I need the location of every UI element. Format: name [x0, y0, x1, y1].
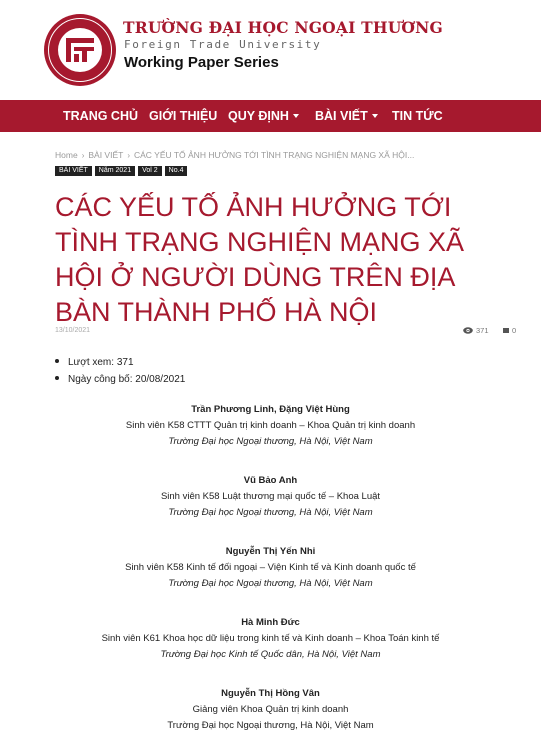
site-header: [0, 0, 541, 100]
university-logo-icon[interactable]: [44, 14, 116, 86]
university-name-en: Foreign Trade University: [124, 38, 322, 51]
author-block: [0, 473, 541, 544]
author-affiliation: Trường Đại học Ngoại thương, Hà Nội, Việt Nam: [167, 720, 374, 731]
author-role: Giảng viên Khoa Quản trị kinh doanh: [192, 704, 349, 715]
nav-item-home[interactable]: [63, 100, 138, 132]
nav-item-about[interactable]: [149, 100, 217, 132]
nav-item-label: TIN TỨC: [392, 109, 443, 123]
series-title[interactable]: Working Paper Series: [124, 54, 279, 71]
tag-category[interactable]: BÀI VIẾT: [55, 166, 92, 176]
chevron-down-icon: [372, 114, 378, 118]
author-name: Hà Minh Đức: [241, 617, 300, 628]
tag-number[interactable]: No.4: [165, 166, 188, 176]
breadcrumb-current: CÁC YẾU TỐ ẢNH HƯỞNG TỚI TÌNH TRẠNG NGHIỆN MẠNG XÃ HỘI...: [134, 150, 415, 160]
list-item: [55, 371, 185, 388]
author-role: Sinh viên K58 Kinh tế đối ngoại – Viện Kinh tế và Kinh doanh quốc tế: [125, 562, 416, 573]
chevron-down-icon: [293, 114, 299, 118]
bullet-icon: [55, 376, 59, 380]
breadcrumb-separator-icon: ›: [81, 151, 85, 160]
nav-item-articles[interactable]: [315, 100, 378, 132]
author-affiliation: Trường Đại học Ngoại thương, Hà Nội, Việt Nam: [168, 578, 373, 589]
comment-icon: [503, 328, 509, 333]
nav-item-label: BÀI VIẾT: [315, 109, 368, 123]
eye-icon: [463, 327, 473, 334]
breadcrumb-home-link[interactable]: Home: [55, 150, 78, 160]
list-item: [55, 354, 185, 371]
nav-item-label: GIỚI THIỆU: [149, 109, 218, 123]
nav-item-news[interactable]: [392, 100, 443, 132]
author-affiliation: Trường Đại học Ngoại thương, Hà Nội, Việt Nam: [168, 507, 373, 518]
logo-emblem: [58, 28, 102, 72]
author-role: Sinh viên K58 Luật thương mại quốc tế – Khoa Luật: [160, 491, 381, 502]
tag-volume[interactable]: Vol 2: [138, 166, 162, 176]
comment-count[interactable]: [503, 326, 516, 335]
breadcrumb-category-link[interactable]: BÀI VIẾT: [88, 150, 124, 160]
view-count-value: 371: [476, 326, 489, 335]
bullet-icon: [55, 359, 59, 363]
tag-year[interactable]: Năm 2021: [95, 166, 135, 176]
author-affiliation: Trường Đại học Ngoại thương, Hà Nội, Việt Nam: [168, 436, 373, 447]
article-date: 13/10/2021: [55, 327, 91, 334]
view-count: [463, 326, 489, 335]
author-block: [0, 615, 541, 686]
author-name: Trần Phương Linh, Đặng Việt Hùng: [191, 404, 350, 415]
author-role: Sinh viên K58 CTTT Quản trị kinh doanh – Khoa Quản trị kinh doanh: [125, 420, 416, 431]
nav-item-label: QUY ĐỊNH: [228, 109, 289, 123]
author-block: [0, 402, 541, 473]
author-role: Sinh viên K61 Khoa học dữ liệu trong kinh tế và Kinh doanh – Khoa Toán kinh tế: [101, 633, 440, 644]
breadcrumb-separator-icon: ›: [127, 151, 130, 160]
article-info-list: [55, 354, 185, 388]
university-name[interactable]: TRƯỜNG ĐẠI HỌC NGOẠI THƯƠNG: [123, 18, 443, 37]
author-name: Nguyễn Thị Hồng Vân: [221, 688, 320, 699]
info-views: Lượt xem: 371: [68, 357, 134, 368]
author-block: [0, 544, 541, 615]
nav-item-regulations[interactable]: [228, 100, 299, 132]
author-name: Nguyễn Thị Yến Nhi: [225, 546, 316, 557]
author-block: [0, 686, 541, 745]
logo-mark-icon: [64, 36, 96, 64]
comment-count-value: 0: [512, 326, 517, 335]
author-name: Vũ Bảo Anh: [243, 475, 298, 486]
breadcrumb: [55, 150, 414, 160]
info-publish-date: Ngày công bố: 20/08/2021: [68, 374, 186, 385]
nav-item-label: TRANG CHỦ: [63, 109, 138, 123]
tag-list: [55, 166, 187, 176]
author-affiliation: Trường Đại học Kinh tế Quốc dân, Hà Nội, Việt Nam: [160, 649, 381, 660]
article-title: CÁC YẾU TỐ ẢNH HƯỞNG TỚI TÌNH TRẠNG NGHIỆN MẠNG XÃ HỘI Ở NGƯỜI DÙNG TRÊN ĐỊA BÀN THÀNH PHỐ HÀ NỘI: [55, 192, 465, 327]
author-list: [0, 402, 541, 745]
main-nav: [0, 100, 541, 132]
